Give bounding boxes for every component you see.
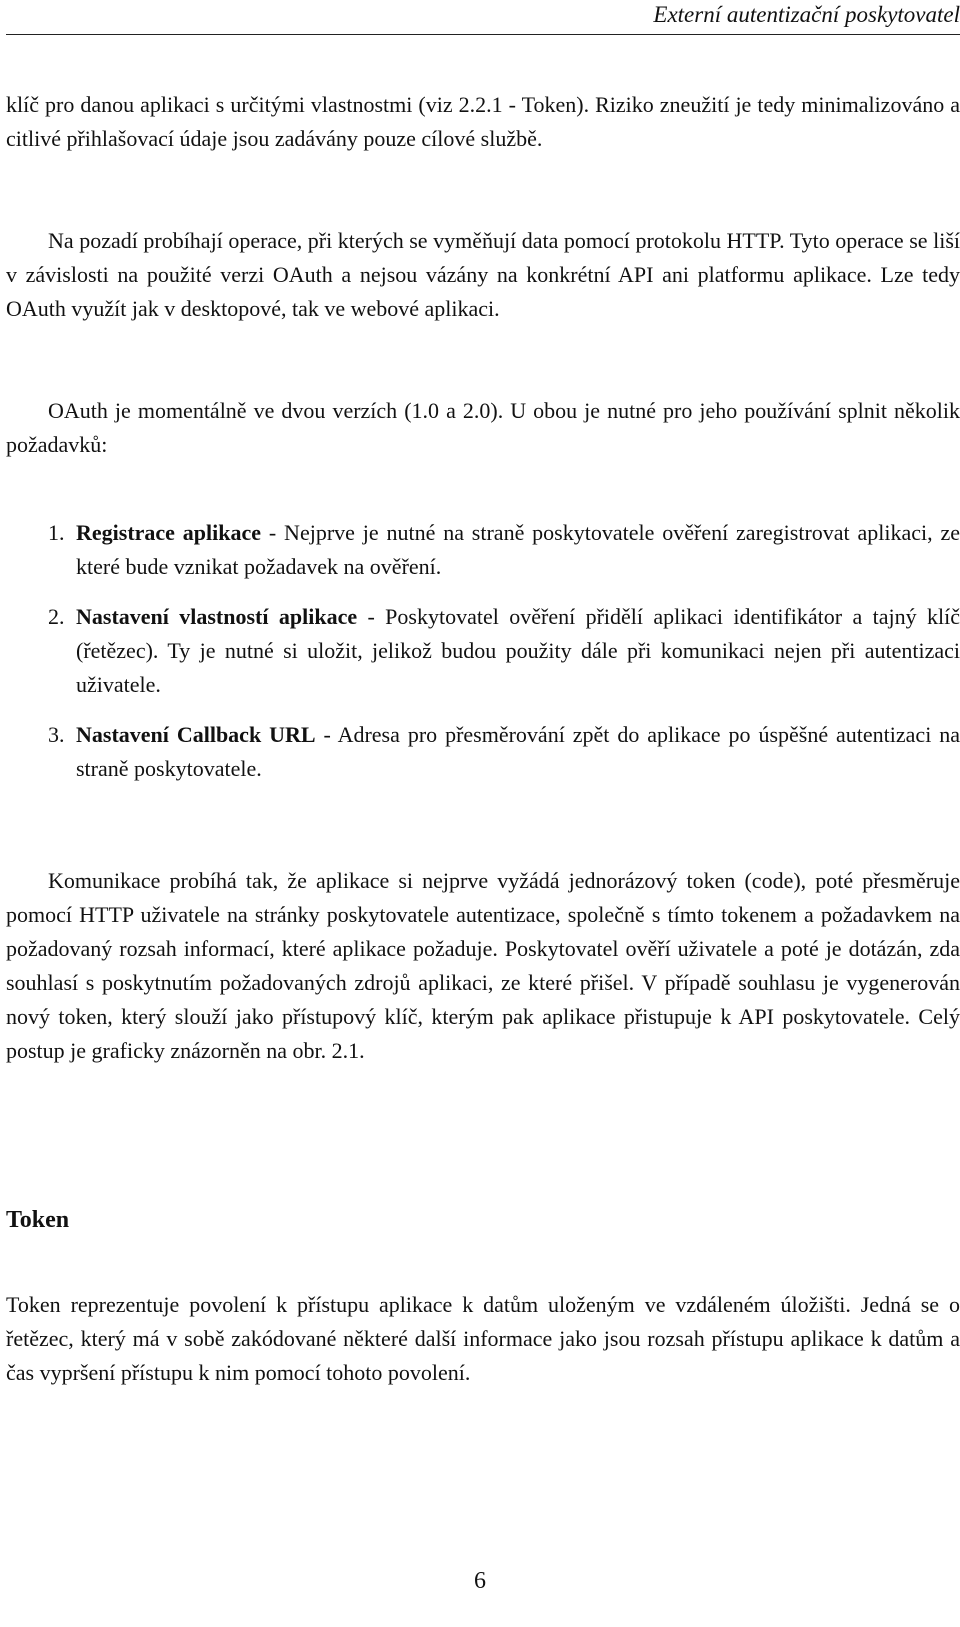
requirements-list-block bbox=[6, 516, 960, 786]
paragraph-block-3 bbox=[6, 394, 960, 462]
paragraph-block-5 bbox=[6, 1288, 960, 1390]
list-item-text: - Poskytovatel ověření přidělí aplikaci identifikátor a tajný klíč (řetězec). Ty je nutné si uložit, jelikož budou použity dále při komunikaci nejen při autentizaci uživatele. bbox=[76, 604, 960, 697]
list-item bbox=[6, 718, 960, 786]
paragraph-block-2 bbox=[6, 224, 960, 326]
list-item-number: 3. bbox=[48, 722, 65, 747]
running-header bbox=[6, 0, 960, 35]
header-title: Externí autentizační poskytovatel bbox=[653, 2, 960, 27]
list-item bbox=[6, 516, 960, 584]
paragraph-3: OAuth je momentálně ve dvou verzích (1.0 a 2.0). U obou je nutné pro jeho používání splnit několik požadavků: bbox=[6, 398, 960, 457]
list-item-number: 1. bbox=[48, 520, 65, 545]
paragraph-4: Komunikace probíhá tak, že aplikace si nejprve vyžádá jednorázový token (code), poté přesměruje pomocí HTTP uživatele na stránky poskytovatele autentizace, společně s tímto tokenem a požadavkem na požadovaný rozsah informací, které aplikace požaduje. Poskytovatel ověří uživatele a poté je dotázán, zda souhlasí s poskytnutím požadovaných zdrojů aplikaci, ze které přišel. V případě souhlasu je vygenerován nový token, který slouží jako přístupový klíč, kterým pak aplikace přistupuje k API poskytovatele. Celý postup je graficky znázorněn na obr. 2.1. bbox=[6, 868, 960, 1063]
list-item-text: - Adresa pro přesměrování zpět do aplikace po úspěšné autentizaci na straně poskytovatele. bbox=[76, 722, 960, 781]
list-item-term: Nastavení vlastností aplikace bbox=[76, 604, 358, 629]
paragraph-1: klíč pro danou aplikaci s určitými vlastnostmi (viz 2.2.1 - Token). Riziko zneužití je tedy minimalizováno a citlivé přihlašovací údaje jsou zadávány pouze cílové službě. bbox=[6, 92, 960, 151]
list-item bbox=[6, 600, 960, 702]
paragraph-intro-continuation bbox=[6, 88, 960, 156]
paragraph-2: Na pozadí probíhají operace, při kterých se vyměňují data pomocí protokolu HTTP. Tyto operace se liší v závislosti na použité verzi OAuth a nejsou vázány na konkrétní API ani platformu aplikace. Lze tedy OAuth využít jak v desktopové, tak ve webové aplikaci. bbox=[6, 228, 960, 321]
page-number: 6 bbox=[474, 1568, 486, 1594]
list-item-text: - Nejprve je nutné na straně poskytovatele ověření zaregistrovat aplikaci, ze které bude vznikat požadavek na ověření. bbox=[76, 520, 960, 579]
paragraph-5: Token reprezentuje povolení k přístupu aplikace k datům uloženým ve vzdáleném úložišti. Jedná se o řetězec, který má v sobě zakódované některé další informace jako jsou rozsah přístupu aplikace k datům a čas vypršení přístupu k nim pomocí tohoto povolení. bbox=[6, 1292, 960, 1385]
list-item-term: Nastavení Callback URL bbox=[76, 722, 316, 747]
list-item-number: 2. bbox=[48, 604, 65, 629]
list-item-term: Registrace aplikace bbox=[76, 520, 262, 545]
paragraph-block-4 bbox=[6, 864, 960, 1068]
requirements-list bbox=[6, 516, 960, 786]
section-title-token: Token bbox=[6, 1207, 70, 1233]
